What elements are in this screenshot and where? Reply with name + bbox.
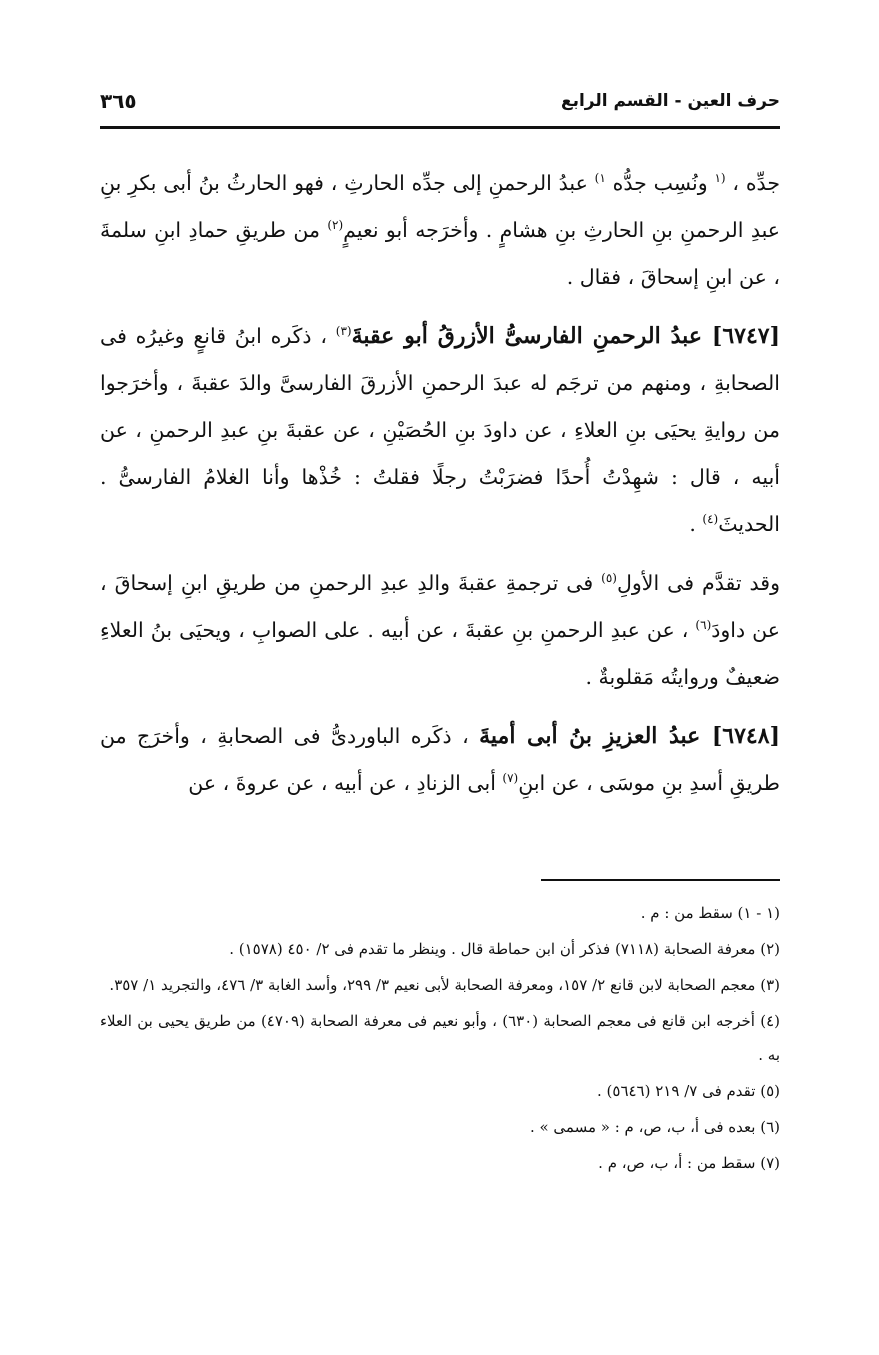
footnote-5: (٥) تقدم فى ٧/ ٢١٩ (٥٦٤٦) . [597,1082,780,1100]
footnote-1: (١ - ١) سقط من : م . [640,904,780,922]
footnote-4: (٤) أخرجه ابن قانع فى معجم الصحابة (٦٣٠) ، وأبو نعيم فى معرفة الصحابة (٤٧٠٩) من طريق يحيى بن العلاء به . [100,1012,780,1064]
text-run: ، عن عبدِ الرحمنِ بنِ عقبةَ ، عن أبيه . على الصوابِ ، ويحيَى بنُ العلاءِ ضعيفٌ وروايتُه مَقلوبةٌ . [100,618,780,689]
text-run: ، ذكَره ابنُ قانعٍ وغيرُه فى الصحابةِ ، ومنهم من ترجَم له عبدَ الرحمنِ الأزرقَ الفارسىَّ والدَ عقبةَ ، وأخرَجوا من روايةِ يحيَى بنِ العلاءِ ، عن داودَ بنِ الحُصَيْنِ ، عن عقبةَ بنِ عبدِ الرحمنِ ، عن أبيه ، قال : شهِدْتُ أُحدًا فضرَبْتُ رجلًا فقلتُ : خُذْها وأنا الغلامُ الفارسىُّ . الحديثَ [100,324,780,536]
text-run: . [689,512,703,536]
footnote-7: (٧) سقط من : أ، ب، ص، م . [598,1154,780,1172]
text-run: من طريقِ حمادِ ابنِ سلمةَ ، عن ابنِ إسحاقَ ، فقال . [100,218,780,289]
main-text [100,160,780,807]
footnote-marker: (٣) [335,324,352,339]
footnote-marker: (٦) [695,618,712,633]
paragraph-1 [100,160,780,301]
paragraph-3 [100,560,780,701]
entry-6747 [100,313,780,548]
text-run: عبدُ الرحمنِ إلى جدِّه الحارثِ ، فهو الحارثُ بنُ أبى بكرِ بنِ عبدِ الرحمنِ بنِ الحارثِ بنِ هشامٍ . وأخرَجه أبو نعيمٍ [100,171,780,242]
footnote-marker: ١) [594,171,606,186]
footnote-marker: (٥) [601,571,617,586]
entry-name: عبدُ الرحمنِ الفارسىُّ الأزرقُ أبو عقبةَ [351,323,702,349]
text-run: أبى الزنادِ ، عن أبيه ، عن عروةَ ، عن [188,771,503,795]
footnote-2: (٢) معرفة الصحابة (٧١١٨) فذكر أن ابن حماطة قال . وينظر ما تقدم فى ٢/ ٤٥٠ (١٥٧٨) . [229,940,780,958]
header-rule [100,126,780,129]
entry-name: عبدُ العزيزِ بنُ أبى أميةَ [479,723,701,749]
entry-number: [٦٧٤٧] [701,323,780,349]
footnote-marker: (٤) [702,512,719,527]
footnotes [100,896,780,1182]
footnote-3: (٣) معجم الصحابة لابن قانع ٢/ ١٥٧، ومعرفة الصحابة لأبى نعيم ٣/ ٢٩٩، وأسد الغابة ٣/ ٤٧٦، والتجريد ١/ ٣٥٧. [109,976,780,994]
footnote-marker: (٢) [327,218,344,233]
footnote-separator [541,879,780,881]
text-run: ، ذكَره الباوردىُّ فى الصحابةِ ، وأخرَج من طريقِ أسدِ بنِ موسَى ، عن ابنِ [100,724,780,795]
text-run: ونُسِب جدُّه [605,171,715,195]
entry-number: [٦٧٤٨] [700,723,780,749]
footnote-6: (٦) بعده فى أ، ب، ص، م : « مسمى » . [529,1118,780,1136]
text-run: فى ترجمةِ عقبةَ والدِ عبدِ الرحمنِ من طريقِ ابنِ إسحاقَ ، عن داودَ [100,571,780,642]
entry-6748 [100,713,780,807]
text-run: وقد تقدَّم فى الأولِ [616,571,780,595]
page-header [100,78,780,124]
footnote-marker: (١ [714,171,726,186]
page-number: ٣٦٥ [100,89,137,113]
running-head: حرف العين - القسم الرابع [560,91,780,111]
footnote-marker: (٧) [502,771,519,786]
text-run: جدِّه ، [725,171,780,195]
